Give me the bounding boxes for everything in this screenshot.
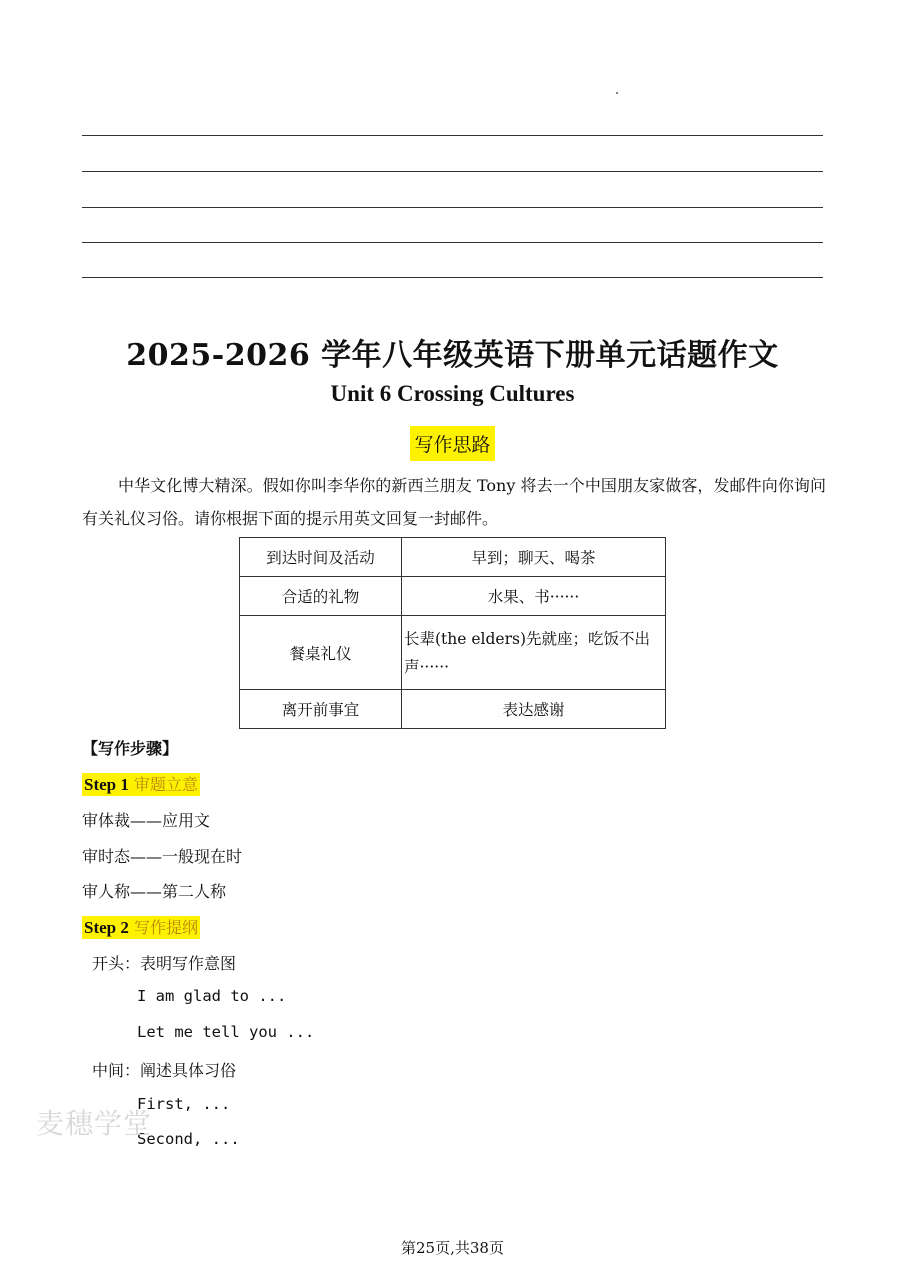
step-1-highlight bbox=[82, 773, 200, 796]
steps-heading: 【写作步骤】 bbox=[82, 739, 179, 758]
page-footer: 第25页,共38页 bbox=[401, 1239, 504, 1257]
writing-line bbox=[82, 171, 823, 172]
writing-line bbox=[82, 207, 823, 208]
table-cell-item: 合适的礼物 bbox=[240, 577, 402, 616]
section-title bbox=[0, 426, 905, 461]
middle-phrase: First, ... bbox=[137, 1095, 231, 1113]
table-cell-detail: 长辈(the elders)先就座；吃饭不出声······ bbox=[402, 616, 666, 690]
table-cell-detail: 表达感谢 bbox=[402, 690, 666, 729]
outline-middle: 中间：阐述具体习俗 bbox=[92, 1061, 237, 1080]
table-cell-detail: 早到；聊天、喝茶 bbox=[402, 538, 666, 577]
document-title: 2025-2026 学年八年级英语下册单元话题作文 bbox=[126, 338, 779, 373]
table-cell-detail: 水果、书······ bbox=[402, 577, 666, 616]
table-cell-item: 离开前事宜 bbox=[240, 690, 402, 729]
table-cell-item: 餐桌礼仪 bbox=[240, 616, 402, 690]
step-1-heading bbox=[82, 772, 200, 795]
step-1-line: 审人称——第二人称 bbox=[82, 882, 227, 901]
opening-phrase: Let me tell you ... bbox=[137, 1023, 315, 1041]
prompt-table bbox=[239, 537, 666, 729]
table-row bbox=[240, 577, 666, 616]
step-1-line: 审体裁——应用文 bbox=[82, 811, 211, 830]
writing-line bbox=[82, 135, 823, 136]
writing-line bbox=[82, 242, 823, 243]
table-row bbox=[240, 690, 666, 729]
middle-phrase: Second, ... bbox=[137, 1130, 240, 1148]
writing-line bbox=[82, 277, 823, 278]
step-1-label: Step 1 bbox=[84, 775, 129, 794]
step-2-label: Step 2 bbox=[84, 918, 129, 937]
step-2-highlight bbox=[82, 916, 200, 939]
step-1-title: 审题立意 bbox=[133, 775, 198, 794]
step-2-heading bbox=[82, 915, 200, 938]
outline-opening: 开头：表明写作意图 bbox=[92, 954, 237, 973]
opening-phrase: I am glad to ... bbox=[137, 987, 287, 1005]
table-row bbox=[240, 616, 666, 690]
intro-paragraph: 中华文化博大精深。假如你叫李华你的新西兰朋友 Tony 将去一个中国朋友家做客，发邮件向你询问有关礼仪习俗。请你根据下面的提示用英文回复一封邮件。 bbox=[82, 476, 826, 528]
unit-subtitle: Unit 6 Crossing Cultures bbox=[330, 381, 575, 406]
step-1-line: 审时态——一般现在时 bbox=[82, 847, 243, 866]
watermark: 麦穗学堂 bbox=[36, 1107, 153, 1140]
step-2-title: 写作提纲 bbox=[133, 918, 198, 937]
section-title-text: 写作思路 bbox=[410, 426, 494, 461]
stray-mark bbox=[616, 92, 618, 94]
table-cell-item: 到达时间及活动 bbox=[240, 538, 402, 577]
table-row bbox=[240, 538, 666, 577]
